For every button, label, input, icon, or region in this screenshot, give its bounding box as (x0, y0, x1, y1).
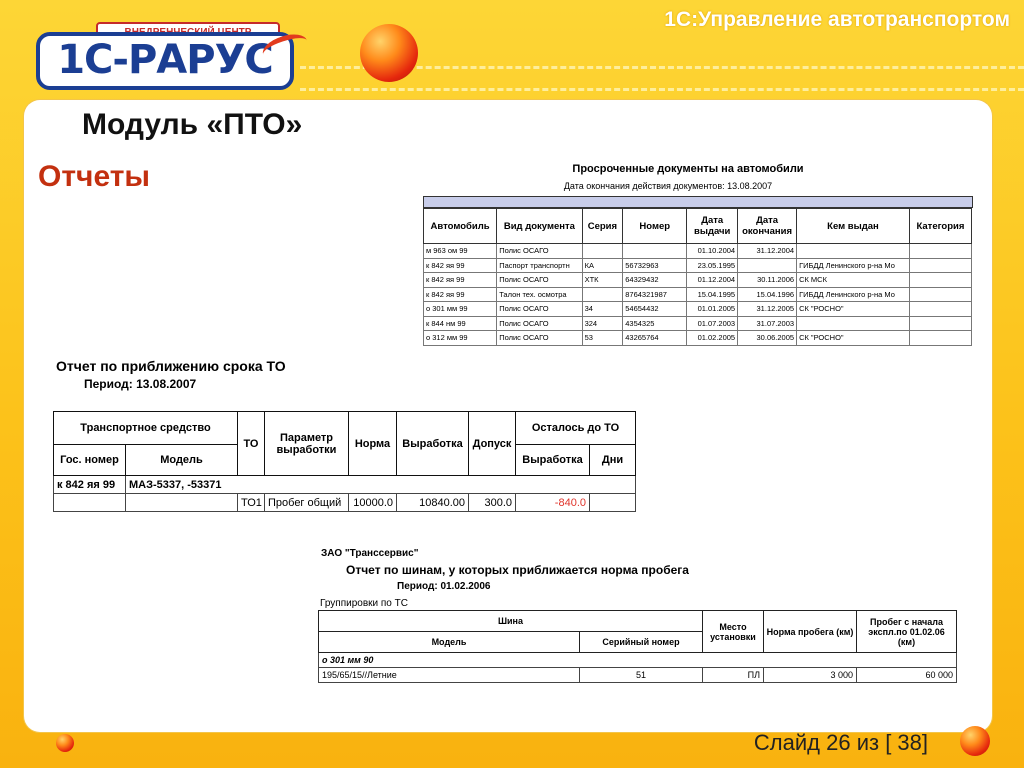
table-cell (582, 244, 623, 259)
report2-period: Период: 13.08.2007 (84, 377, 197, 391)
table-row (424, 244, 972, 259)
table-cell: м 963 ом 99 (424, 244, 497, 259)
col-rem-output: Выработка (516, 445, 590, 476)
col-tire-model: Модель (319, 632, 580, 653)
col-vehicle: Транспортное средство (54, 412, 238, 445)
group-vehicle: о 301 мм 90 (319, 653, 957, 668)
decor-dot (56, 734, 74, 752)
table-cell: ГИБДД Ленинского р-на Мо (797, 287, 910, 302)
decor-ball (360, 24, 418, 82)
report1-bar (423, 196, 973, 208)
table-cell: Полис ОСАГО (497, 273, 582, 288)
table-cell: Талон тех. осмотра (497, 287, 582, 302)
table-cell: Полис ОСАГО (497, 244, 582, 259)
col-norm: Норма (349, 412, 397, 476)
report-overdue-documents (423, 163, 973, 346)
table-cell: 30.06.2005 (738, 331, 797, 346)
table-cell: 64329432 (623, 273, 687, 288)
col-remaining: Осталось до ТО (516, 412, 636, 445)
table-cell: к 842 яя 99 (424, 258, 497, 273)
report2-title: Отчет по приближению срока ТО (56, 358, 286, 374)
col-place: Место установки (703, 611, 764, 653)
cell-mileage-norm: 3 000 (764, 668, 857, 683)
cell-serial: 51 (580, 668, 703, 683)
table-row (424, 287, 972, 302)
report3-table (318, 610, 957, 683)
report1-table (423, 208, 972, 346)
group-model: МАЗ-5337, -53371 (126, 476, 636, 494)
table-cell: к 842 яя 99 (424, 287, 497, 302)
cell-mileage: 60 000 (857, 668, 957, 683)
table-group-row (54, 476, 636, 494)
col-gos-number: Гос. номер (54, 445, 126, 476)
table-cell (738, 258, 797, 273)
table-cell: 30.11.2006 (738, 273, 797, 288)
cell-rem-output: -840.0 (516, 494, 590, 512)
report3-period: Период: 01.02.2006 (397, 581, 491, 592)
table-cell: 53 (582, 331, 623, 346)
cell-tire-model: 195/65/15//Летние (319, 668, 580, 683)
nav-next-ball[interactable] (960, 726, 990, 756)
table-cell (909, 331, 971, 346)
report1-col: Номер (623, 209, 687, 244)
table-cell (582, 287, 623, 302)
col-tire: Шина (319, 611, 703, 632)
report3-org: ЗАО "Транссервис" (321, 548, 419, 559)
col-param: Параметр выработки (265, 412, 349, 476)
table-cell: Полис ОСАГО (497, 331, 582, 346)
col-serial: Серийный номер (580, 632, 703, 653)
col-mileage-norm: Норма пробега (км) (764, 611, 857, 653)
table-row (424, 273, 972, 288)
table-cell: 01.07.2003 (687, 316, 738, 331)
table-cell (909, 258, 971, 273)
table-row (424, 302, 972, 317)
col-model: Модель (126, 445, 238, 476)
table-cell (797, 316, 910, 331)
table-cell: ХТК (582, 273, 623, 288)
report1-col: Категория (909, 209, 971, 244)
col-rem-days: Дни (590, 445, 636, 476)
table-row (319, 668, 957, 683)
table-cell: Полис ОСАГО (497, 316, 582, 331)
table-cell: 23.05.1995 (687, 258, 738, 273)
table-cell: 01.01.2005 (687, 302, 738, 317)
cell-rem-days (590, 494, 636, 512)
table-cell: 15.04.1995 (687, 287, 738, 302)
table-cell: Полис ОСАГО (497, 302, 582, 317)
table-row (54, 494, 636, 512)
col-tolerance: Допуск (469, 412, 516, 476)
report3-title: Отчет по шинам, у которых приближается норма пробега (346, 563, 689, 577)
table-group-row (319, 653, 957, 668)
table-cell: СК "РОСНО" (797, 331, 910, 346)
table-cell: 15.04.1996 (738, 287, 797, 302)
table-cell (909, 302, 971, 317)
col-mileage: Пробег с начала экспл.по 01.02.06 (км) (857, 611, 957, 653)
table-cell: к 842 яя 99 (424, 273, 497, 288)
cell-place: ПЛ (703, 668, 764, 683)
cell-to: ТО1 (238, 494, 265, 512)
report1-col: Дата окончания (738, 209, 797, 244)
table-cell: 31.12.2004 (738, 244, 797, 259)
cell-param: Пробег общий (265, 494, 349, 512)
table-cell: СК МСК (797, 273, 910, 288)
slide-counter: Слайд 26 из [ 38] (753, 730, 928, 755)
slide-title: Модуль «ПТО» (82, 108, 303, 141)
report1-col: Автомобиль (424, 209, 497, 244)
table-cell: о 301 мм 99 (424, 302, 497, 317)
report1-period: Дата окончания действия документов: 13.08.2007 (563, 181, 773, 191)
table-cell: 34 (582, 302, 623, 317)
table-cell: 54654432 (623, 302, 687, 317)
table-cell: о 312 мм 99 (424, 331, 497, 346)
table-cell: 01.12.2004 (687, 273, 738, 288)
table-cell: 31.12.2005 (738, 302, 797, 317)
table-cell: 4354325 (623, 316, 687, 331)
product-name: 1С:Управление автотранспортом (664, 8, 1010, 31)
table-row (424, 316, 972, 331)
table-cell: 324 (582, 316, 623, 331)
table-cell: 8764321987 (623, 287, 687, 302)
table-cell (909, 287, 971, 302)
report3-grouping: Группировки по ТС (320, 598, 408, 609)
cell-output: 10840.00 (397, 494, 469, 512)
table-cell (909, 244, 971, 259)
report2-table (53, 411, 636, 512)
table-cell (623, 244, 687, 259)
company-logo: 1С-РАРУС (36, 32, 294, 90)
report1-col: Вид документа (497, 209, 582, 244)
col-output: Выработка (397, 412, 469, 476)
table-row (424, 331, 972, 346)
table-cell: Паспорт транспортн (497, 258, 582, 273)
cell-tolerance: 300.0 (469, 494, 516, 512)
table-cell (909, 273, 971, 288)
table-cell: КА (582, 258, 623, 273)
table-cell: 01.10.2004 (687, 244, 738, 259)
table-cell: к 844 нм 99 (424, 316, 497, 331)
report1-title: Просроченные документы на автомобили (572, 163, 804, 175)
slide-subtitle: Отчеты (38, 160, 151, 193)
table-cell: 31.07.2003 (738, 316, 797, 331)
table-cell: 01.02.2005 (687, 331, 738, 346)
table-cell: ГИБДД Ленинского р-на Мо (797, 258, 910, 273)
report1-col: Кем выдан (797, 209, 910, 244)
table-cell (909, 316, 971, 331)
table-cell: 56732963 (623, 258, 687, 273)
col-to: ТО (238, 412, 265, 476)
group-gos-number: к 842 яя 99 (54, 476, 126, 494)
table-row (424, 258, 972, 273)
table-cell: СК "РОСНО" (797, 302, 910, 317)
report1-col: Дата выдачи (687, 209, 738, 244)
report1-col: Серия (582, 209, 623, 244)
table-cell (797, 244, 910, 259)
table-cell: 43265764 (623, 331, 687, 346)
cell-norm: 10000.0 (349, 494, 397, 512)
decor-dash (300, 88, 1024, 94)
